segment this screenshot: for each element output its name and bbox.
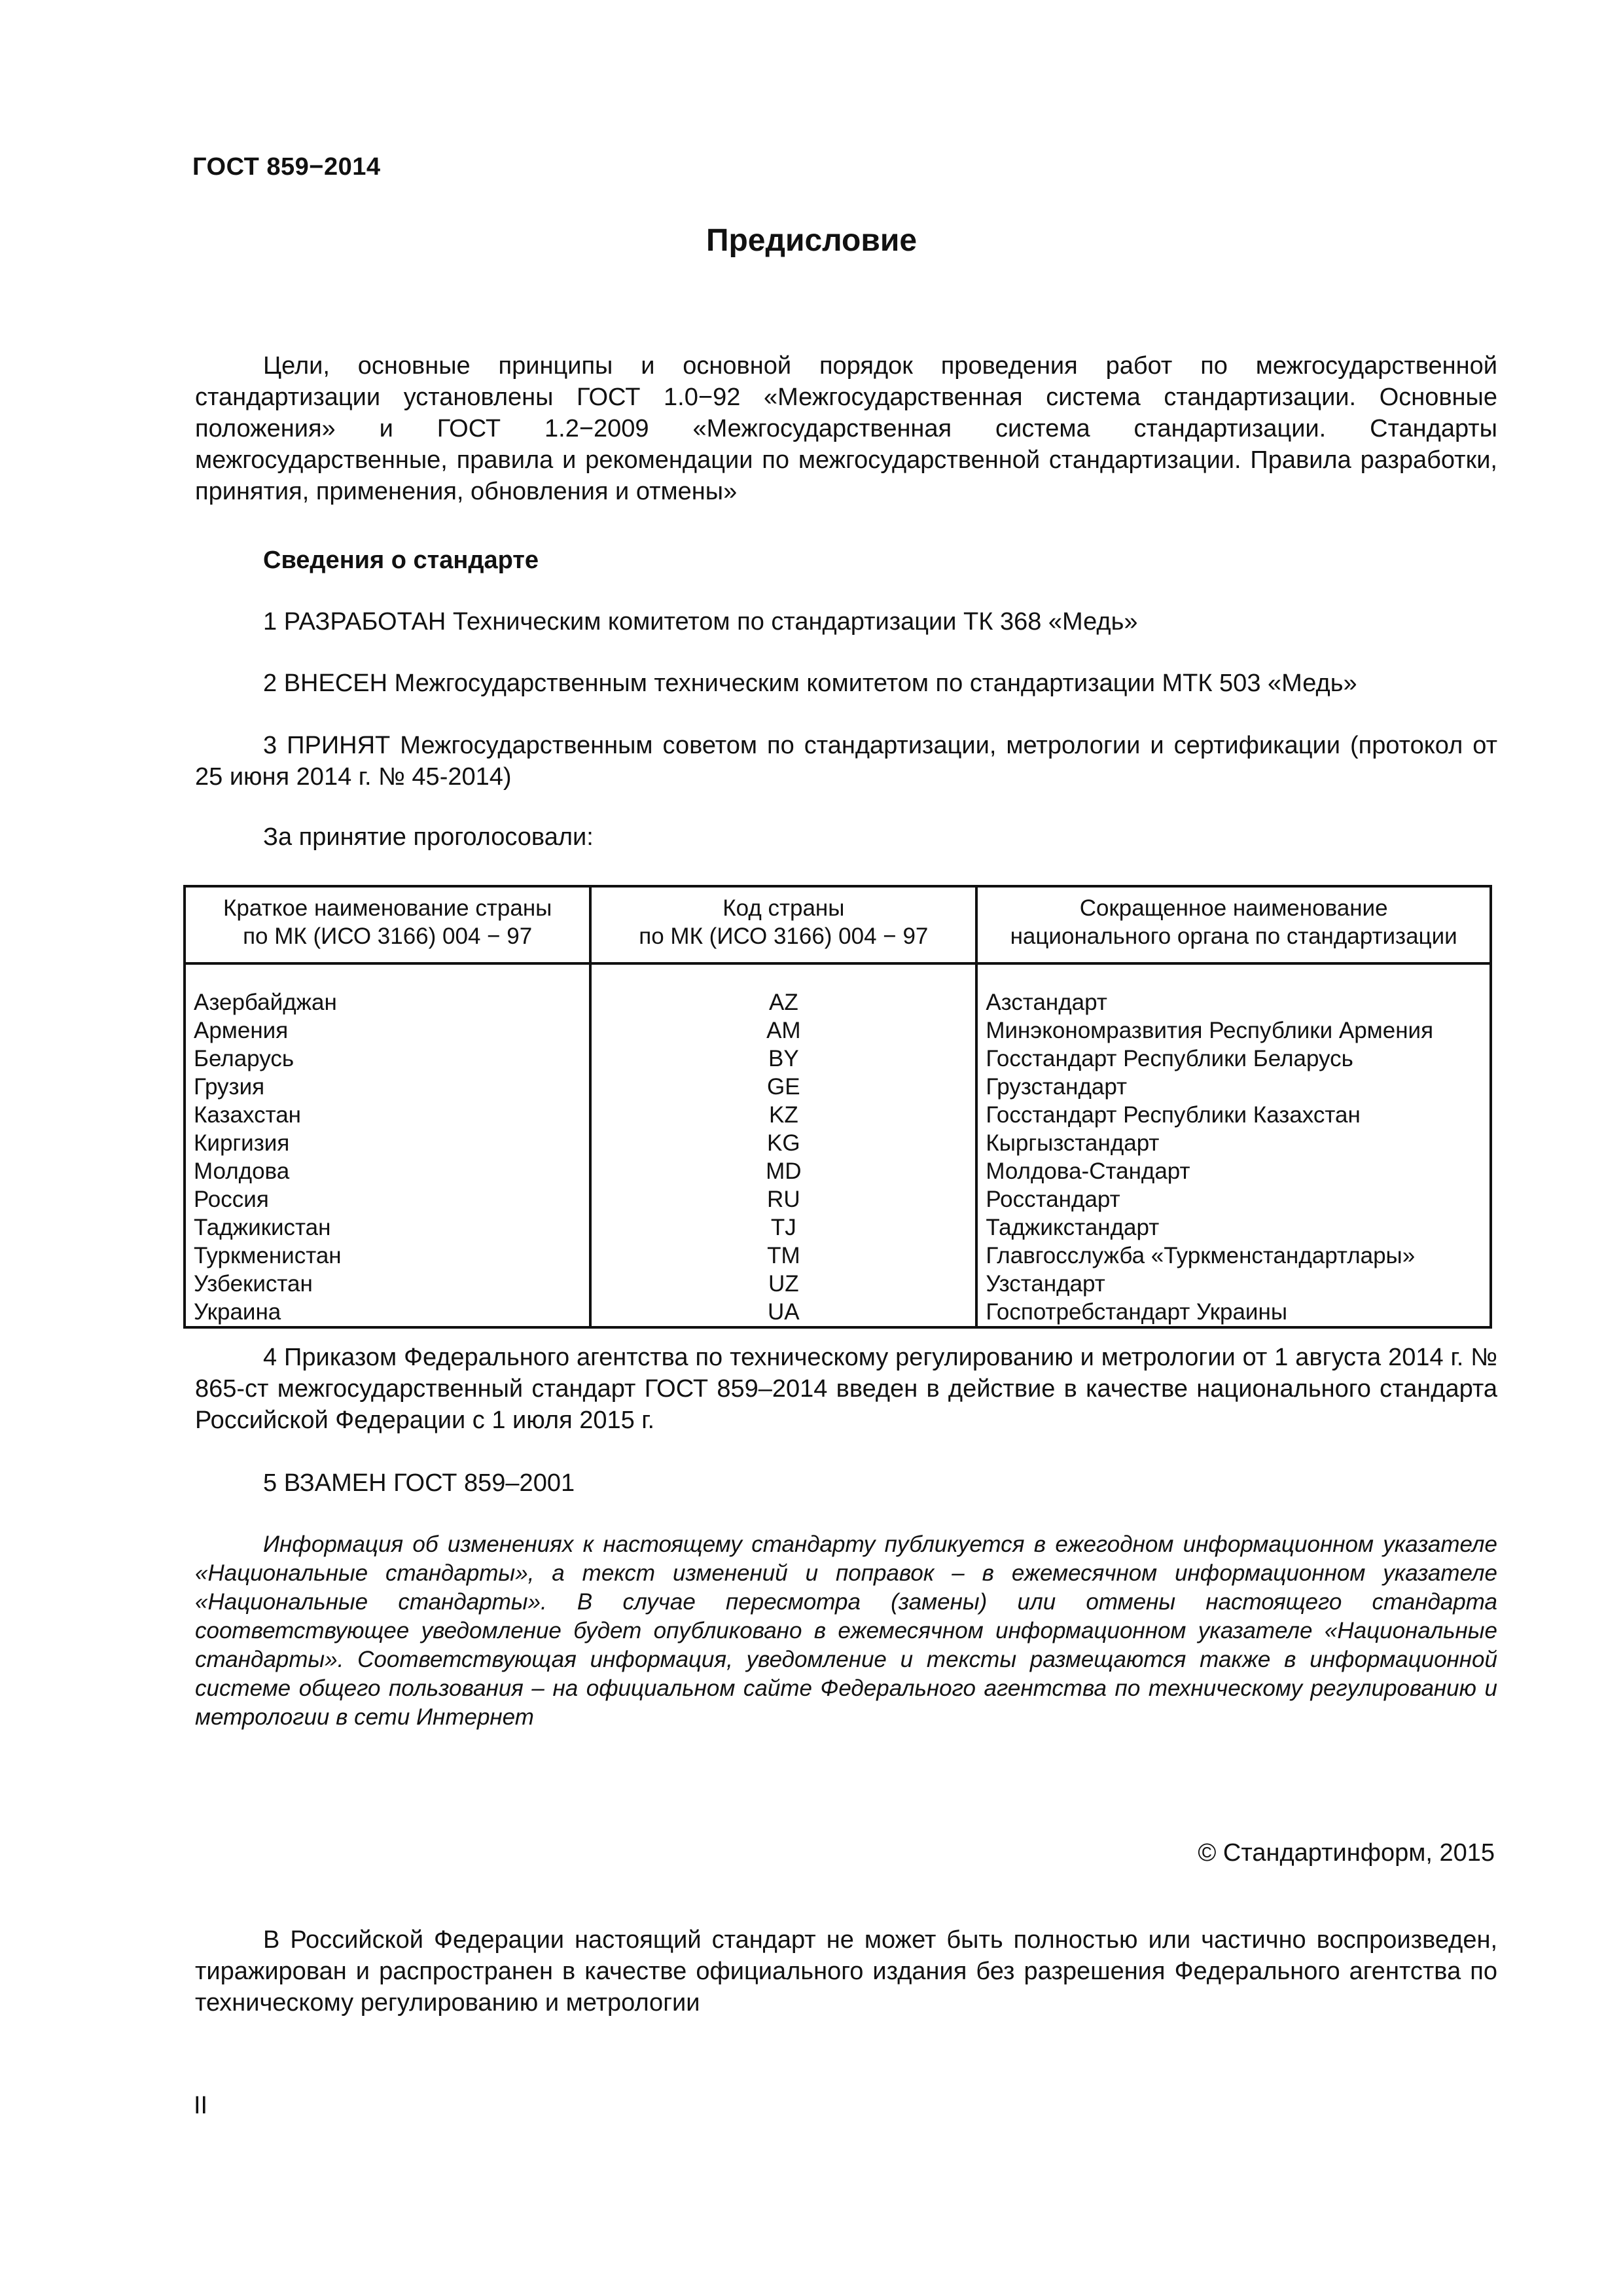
table-row	[185, 1298, 1491, 1327]
table-row	[185, 1129, 1491, 1157]
country-cell: Россия	[185, 1185, 590, 1213]
page-title: Предисловие	[705, 223, 918, 258]
table-header-cell	[590, 886, 976, 963]
copyright-line: © Стандартинформ, 2015	[1198, 1839, 1495, 1867]
body-cell: Кыргызстандарт	[976, 1129, 1491, 1157]
code-cell: GE	[590, 1073, 976, 1101]
country-cell: Таджикистан	[185, 1213, 590, 1242]
table-row	[185, 1242, 1491, 1270]
code-cell: RU	[590, 1185, 976, 1213]
country-cell: Узбекистан	[185, 1270, 590, 1298]
item-developed: 1 РАЗРАБОТАН Техническим комитетом по стандартизации ТК 368 «Медь»	[263, 608, 1138, 636]
table-header-row	[185, 886, 1491, 963]
table-row	[185, 1185, 1491, 1213]
code-cell: AZ	[590, 988, 976, 1016]
code-cell: UZ	[590, 1270, 976, 1298]
item-submitted: 2 ВНЕСЕН Межгосударственным техническим комитетом по стандартизации МТК 503 «Медь»	[263, 670, 1357, 697]
body-cell: Госстандарт Республики Беларусь	[976, 1045, 1491, 1073]
country-cell: Молдова	[185, 1157, 590, 1185]
country-cell: Армения	[185, 1016, 590, 1045]
body-cell: Госстандарт Республики Казахстан	[976, 1101, 1491, 1129]
section-heading: Сведения о стандарте	[263, 547, 539, 574]
table-row	[185, 1270, 1491, 1298]
body-cell: Узстандарт	[976, 1270, 1491, 1298]
country-cell: Беларусь	[185, 1045, 590, 1073]
code-cell: BY	[590, 1045, 976, 1073]
body-cell: Главгосслужба «Туркменстандартлары»	[976, 1242, 1491, 1270]
table-spacer-row	[185, 963, 1491, 988]
country-cell: Киргизия	[185, 1129, 590, 1157]
page-number: II	[194, 2092, 208, 2119]
table-header-cell	[185, 886, 590, 963]
body-cell: Азстандарт	[976, 988, 1491, 1016]
code-cell: TJ	[590, 1213, 976, 1242]
header-line: по МК (ИСО 3166) 004 − 97	[639, 924, 929, 949]
document-code: ГОСТ 859−2014	[192, 153, 381, 181]
table-header-cell	[976, 886, 1491, 963]
code-cell: MD	[590, 1157, 976, 1185]
code-cell: KZ	[590, 1101, 976, 1129]
body-cell: Росстандарт	[976, 1185, 1491, 1213]
voted-label: За принятие проголосовали:	[263, 823, 594, 851]
code-cell: UA	[590, 1298, 976, 1327]
table-row	[185, 1213, 1491, 1242]
changes-notice: Информация об изменениях к настоящему стандарту публикуется в ежегодном информационном указателе «Национальные стандарты», а текст изменений и поправок – в ежемесячном информационном указателе «Национальные стандарты». В случае пересмотра (замены) или отмены настоящего стандарта соответствующее уведомление будет опубликовано в ежемесячном информационном указателе «Национальные стандарты». Соответствующая информация, уведомление и тексты размещаются также в информационной системе общего пользования – на официальном сайте Федерального агентства по техническому регулированию и метрологии в сети Интернет	[195, 1532, 1497, 1730]
body-cell: Минэкономразвития Республики Армения	[976, 1016, 1491, 1045]
country-cell: Казахстан	[185, 1101, 590, 1129]
body-cell: Таджикстандарт	[976, 1213, 1491, 1242]
body-cell: Госпотребстандарт Украины	[976, 1298, 1491, 1327]
body-cell: Грузстандарт	[976, 1073, 1491, 1101]
country-cell: Грузия	[185, 1073, 590, 1101]
table-row	[185, 988, 1491, 1016]
code-cell: KG	[590, 1129, 976, 1157]
table-row	[185, 1045, 1491, 1073]
intro-paragraph: Цели, основные принципы и основной порядок проведения работ по межгосударственной стандартизации установлены ГОСТ 1.0−92 «Межгосударственная система стандартизации. Основные положения» и ГОСТ 1.2−2009 «Межгосударственная система стандартизации. Стандарты межгосударственные, правила и рекомендации по межгосударственной стандартизации. Правила разработки, принятия, применения, обновления и отмены»	[195, 352, 1497, 505]
header-line: Краткое наименование страны	[223, 895, 552, 921]
voting-table	[183, 885, 1492, 1329]
item-replaces: 5 ВЗАМЕН ГОСТ 859–2001	[263, 1469, 575, 1497]
table-row	[185, 1073, 1491, 1101]
country-cell: Туркменистан	[185, 1242, 590, 1270]
body-cell: Молдова-Стандарт	[976, 1157, 1491, 1185]
item-adopted: 3 ПРИНЯТ Межгосударственным советом по стандартизации, метрологии и сертификации (протокол от 25 июня 2014 г. № 45-2014)	[195, 732, 1497, 791]
country-cell: Азербайджан	[185, 988, 590, 1016]
rights-notice: В Российской Федерации настоящий стандарт не может быть полностью или частично воспроизведен, тиражирован и распространен в качестве официального издания без разрешения Федерального агентства по техническому регулированию и метрологии	[195, 1926, 1497, 2017]
table-row	[185, 1157, 1491, 1185]
table-row	[185, 1101, 1491, 1129]
code-cell: AM	[590, 1016, 976, 1045]
table-row	[185, 1016, 1491, 1045]
header-line: Сокращенное наименование	[1079, 895, 1388, 921]
header-line: Код страны	[722, 895, 845, 921]
header-line: национального органа по стандартизации	[1010, 924, 1457, 949]
code-cell: TM	[590, 1242, 976, 1270]
item-enacted: 4 Приказом Федерального агентства по техническому регулированию и метрологии от 1 августа 2014 г. № 865-ст межгосударственный стандарт ГОСТ 859–2014 введен в действие в качестве национального стандарта Российской Федерации с 1 июля 2015 г.	[195, 1344, 1497, 1434]
country-cell: Украина	[185, 1298, 590, 1327]
header-line: по МК (ИСО 3166) 004 − 97	[243, 924, 533, 949]
